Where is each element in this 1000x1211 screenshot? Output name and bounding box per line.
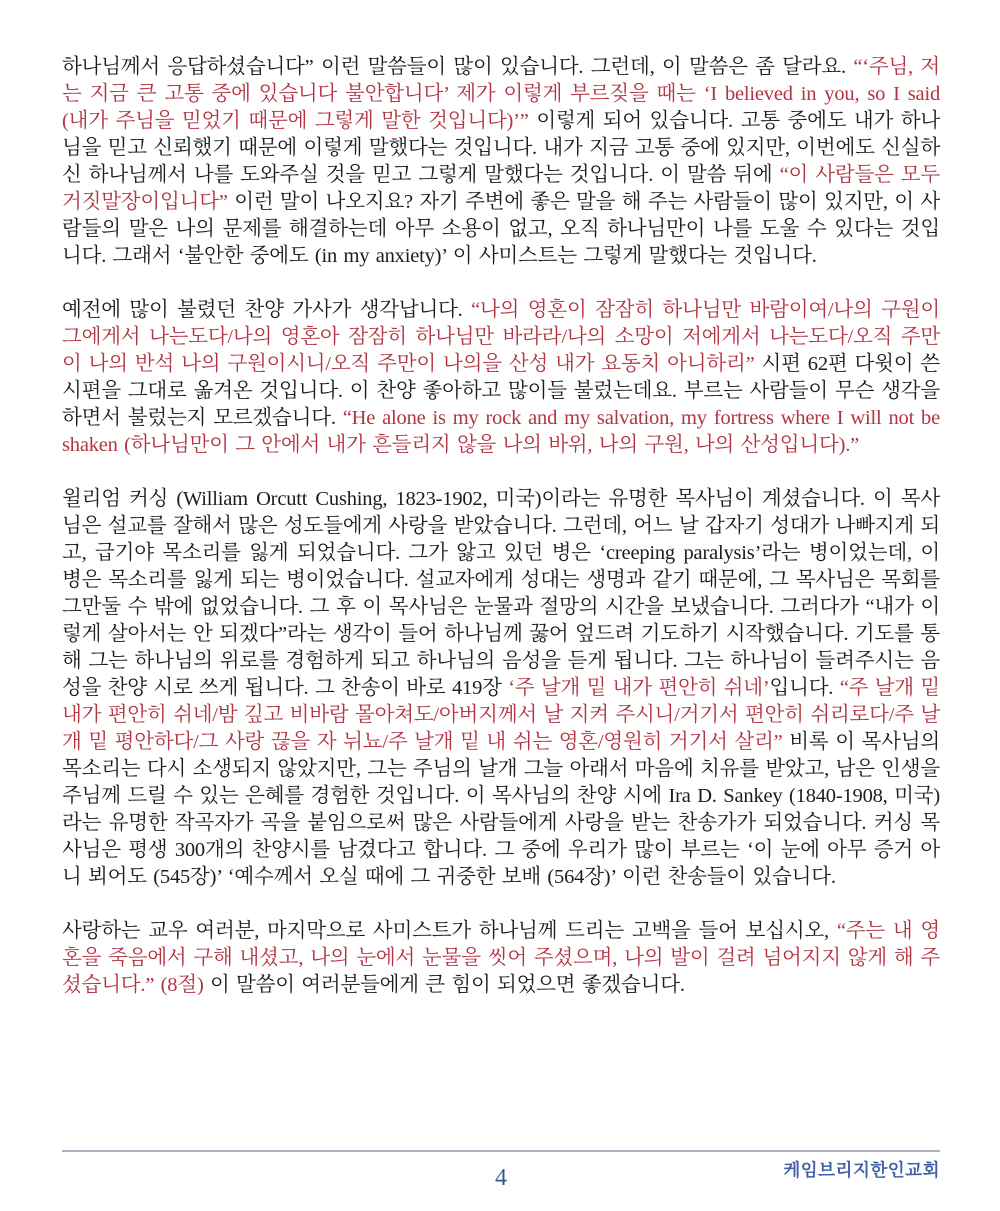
quote-text: “주는 내 영혼을 죽음에서 구해 내셨고, 나의 눈에서 눈물을 씻어 주셨으며, 나의 발이 걸려 넘어지지 않게 해 주셨습니다.” (8절) [62,920,940,996]
body-text: 이렇게 되어 있습니다. 고통 중에도 내가 하나님을 믿고 신뢰했기 때문에 이렇게 말했다는 것입니다. 내가 지금 고통 중에 있지만, 이번에도 신실하신 하나님께서 나를 도와주실 것을 믿고 그렇게 말했다는 것입니다. 이 말씀 뒤에 [62,110,940,186]
paragraph [62,918,940,999]
quote-text: ‘주 날개 밑 내가 편안히 쉬네’ [508,677,770,699]
body-text: 예전에 많이 불렸던 찬양 가사가 생각납니다. [62,299,472,321]
paragraph [62,297,940,459]
body-text: 입니다. [769,677,840,699]
body-text: 비록 이 목사님의 목소리는 다시 소생되지 않았지만, 그는 주님의 날개 그늘 아래서 마음에 치유를 받았고, 남은 인생을 주님께 드릴 수 있는 은혜를 경험한 것입니다. 이 목사님의 찬양 시에 Ira D. Sankey (1840-1908, 미국)라는 유명한 작곡자가 곡을 붙임으로써 많은 사람들에게 사랑을 받는 찬송가가 되었습니다. 커싱 목사님은 평생 300개의 찬양시를 남겼다고 합니다. 그 중에 우리가 많이 부르는 ‘이 눈에 아무 증거 아니 뵈어도 (545장)’ ‘예수께서 오실 때에 그 귀중한 보배 (564장)’ 이런 찬송들이 있습니다. [62,731,940,888]
document-body [62,54,940,999]
body-text: 하나님께서 응답하셨습니다” 이런 말씀들이 많이 있습니다. 그런데, 이 말씀은 좀 달라요. [62,56,854,78]
quote-text: “주 날개 밑 내가 편안히 쉬네/밤 깊고 비바람 몰아쳐도/아버지께서 날 지켜 주시니/거기서 편안히 쉬리로다/주 날개 밑 평안하다/그 사랑 끊을 자 뉘뇨/주 날개 밑 내 쉬는 영혼/영원히 거기서 살리” [62,677,940,753]
paragraph [62,54,940,270]
quote-text: “He alone is my rock and my salvation, my fortress where I will not be shaken (하나님만이 그 안에서 내가 흔들리지 않을 나의 바위, 나의 구원, 나의 산성입니다).” [62,407,940,456]
body-text: 이런 말이 나오지요? 자기 주변에 좋은 말을 해 주는 사람들이 많이 있지만, 이 사람들의 말은 나의 문제를 해결하는데 아무 소용이 없고, 오직 하나님만이 나를 도울 수 있다는 것입니다. 그래서 ‘불안한 중에도 (in my anxiety)’ 이 사미스트는 그렇게 말했다는 것입니다. [62,191,940,267]
church-name: 케임브리지한인교회 [783,1160,940,1180]
quote-text: “이 사람들은 모두 거짓말장이입니다” [62,164,940,213]
body-text: 사랑하는 교우 여러분, 마지막으로 사미스트가 하나님께 드리는 고백을 들어 보십시오, [62,920,837,942]
body-text: 이 말씀이 여러분들에게 큰 힘이 되었으면 좋겠습니다. [203,974,685,996]
footer-divider [62,1150,940,1152]
page-footer [62,1150,940,1210]
body-text: 시편 62편 다윗이 쓴 시편을 그대로 옮겨온 것입니다. 이 찬양 좋아하고 많이들 불렀는데요. 부르는 사람들이 무슨 생각을 하면서 불렀는지 모르겠습니다. [62,353,940,429]
quote-text: “나의 영혼이 잠잠히 하나님만 바람이여/나의 구원이 그에게서 나는도다/나의 영혼아 잠잠히 하나님만 바라라/나의 소망이 저에게서 나는도다/오직 주만이 나의 반석 나의 구원이시니/오직 주만이 나의을 산성 내가 요동치 아니하리” [62,299,940,375]
quote-text: “‘주님, 저는 지금 큰 고통 중에 있습니다 불안합니다’ 제가 이렇게 부르짖을 때는 ‘I believed in you, so I said (내가 주님을 믿었기 때문에 그렇게 말한 것입니다)’” [62,56,941,132]
body-text: 윌리엄 커싱 (William Orcutt Cushing, 1823-1902, 미국)이라는 유명한 목사님이 계셨습니다. 이 목사님은 설교를 잘해서 많은 성도들에게 사랑을 받았습니다. 그런데, 어느 날 갑자기 성대가 나빠지게 되고, 급기야 목소리를 잃게 되었습니다. 그가 앓고 있던 병은 ‘creeping paralysis’라는 병이었는데, 이 병은 목소리를 잃게 되는 병이었습니다. 설교자에게 성대는 생명과 같기 때문에, 그 목사님은 목회를 그만둘 수 밖에 없었습니다. 그 후 이 목사님은 눈물과 절망의 시간을 보냈습니다. 그러다가 “내가 이렇게 살아서는 안 되겠다”라는 생각이 들어 하나님께 꿇어 엎드려 기도하기 시작했습니다. 기도를 통해 그는 하나님의 위로를 경험하게 되고 하나님의 음성을 듣게 됩니다. 그는 하나님이 들려주시는 음성을 찬양 시로 쓰게 됩니다. 그 찬송이 바로 419장 [62,488,940,699]
page-number: 4 [495,1165,507,1191]
paragraph [62,486,940,891]
